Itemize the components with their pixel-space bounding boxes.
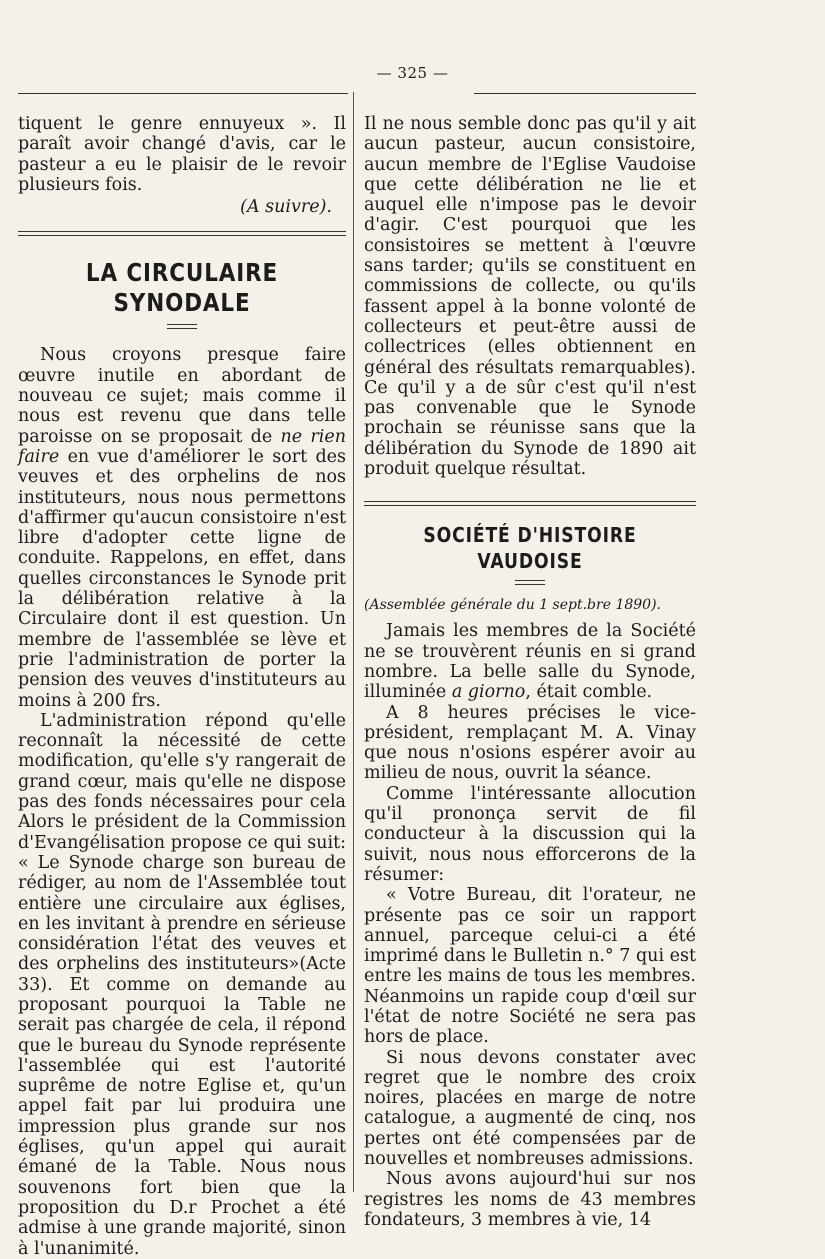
article-paragraph: L'administration répond qu'elle reconnaît la nécessité de cette modification, qu'elle s'y rangerait de grand cœur, mais qu'elle ne dispose pas des fonds nécessaires pour cela Alors le président de la Commission d'Evangélisation propose ce qui suit: « Le Synode charge son bureau de rédiger, au nom de l'Assemblée tout entière une circulaire aux églises, en les invitant à prendre en sérieuse considération l'état des veuves et des orphelins des instituteurs»(Acte 33). Et comme on demande au proposant pourquoi la Table ne serait pas chargée de cela, il répond que le bureau du Synode représente l'assemblée qui est l'autorité suprême de notre Eglise et, qu'un appel fait par lui produira une impression plus grande sur nos églises, qu'un appel qui aurait émané de la Table. Nous nous souvenons fort bien que la proposition du D.r Prochet a été admise à une grande majorité, sinon à l'unanimité. [18,710,346,1259]
article-paragraph: Il ne nous semble donc pas qu'il y ait aucun pasteur, aucun consistoire, aucun membre de l'Eglise Vaudoise que cette délibération ne lie et auquel elle n'impose pas le devoir d'agir. C'est pourquoi que les consistoires se mettent à l'œuvre sans tarder; qu'ils se constituent en commissions de collecte, ou qu'ils fassent appel à la bonne volonté de collecteurs et peut-être aussi de collectrices (elles obtiennent en général des résultats remarquables). Ce qu'il y a de sûr c'est qu'il n'est pas convenable que le Synode prochain se réunisse sans que la délibération du Synode de 1890 ait produit quelque résultat. [364,114,696,480]
page-number: — 325 — [376,64,449,82]
section-separator [364,501,696,506]
article-paragraph [18,345,346,710]
column-divider [353,92,354,1192]
continued-paragraph: tiquent le genre ennuyeux ». Il paraît avoir changé d'avis, car le pasteur a eu le plaisir de le revoir plusieurs fois. [18,114,346,195]
header-rule-left [18,93,348,94]
header-rule-right [474,93,696,94]
to-be-continued-note: (A suivre). [240,197,332,218]
paragraph-text: en vue d'améliorer le sort des veuves et des orphelins de nos instituteurs, nous nous permettons d'affirmer qu'aucun consistoire n'est libre d'adopter cette ligne de conduite. Rappelons, en effet, dans quelles circonstances le Synode prit la délibération relative à la Circulaire dont il est question. Un membre de l'assemblée se lève et prie l'administration de porter la pension des veuves d'instituteurs au moins à 200 frs. [18,446,346,711]
article-title: LA CIRCULAIRE SYNODALE [85,258,279,318]
section-separator [18,231,346,236]
emphasis-text: ne rien faire [18,426,347,467]
article-paragraph: Nous avons aujourd'hui sur nos registres les noms de 43 membres fondateurs, 3 membres à vie, 14 [364,1169,696,1230]
title-ornament [515,580,545,585]
right-column [364,114,696,1230]
article-title: SOCIÉTÉ D'HISTOIRE VAUDOISE [423,523,637,574]
title-ornament [167,324,197,329]
paragraph-text: Jamais les membres de la Société ne se trouvèrent réunis en si grand nombre. La belle salle du Synode, illuminée [364,621,696,703]
left-column [18,114,346,1259]
article-paragraph [364,621,696,702]
article-paragraph: Comme l'intéressante allocution qu'il prononça servit de fil conducteur à la discussion qui la suivit, nous nous efforcerons de la résumer: [364,783,696,885]
article-paragraph: A 8 heures précises le vice-président, remplaçant M. A. Vinay que nous n'osions espérer avoir au milieu de nous, ouvrit la séance. [364,702,696,784]
emphasis-text: a giorno [451,682,526,703]
paragraph-text: , était comble. [525,682,653,703]
paragraph-text: Nous croyons presque faire œuvre inutile en abordant de nouveau ce sujet; mais comme il nous est revenu que dans telle paroisse on se proposait de [18,345,346,447]
meeting-subtitle: (Assemblée générale du 1 sept.bre 1890). [364,597,661,614]
article-paragraph: « Votre Bureau, dit l'orateur, ne présente pas ce soir un rapport annuel, parceque celui-ci a été imprimé dans le Bulletin n.° 7 qui est entre les mains de tous les membres. Néanmoins un rapide coup d'œil sur l'état de notre Société ne sera pas hors de place. [364,885,696,1048]
article-paragraph: Si nous devons constater avec regret que le nombre des croix noires, placées en marge de notre catalogue, a augmenté de cinq, nos pertes ont été compensées par de nouvelles et nombreuses admissions. [364,1047,696,1170]
